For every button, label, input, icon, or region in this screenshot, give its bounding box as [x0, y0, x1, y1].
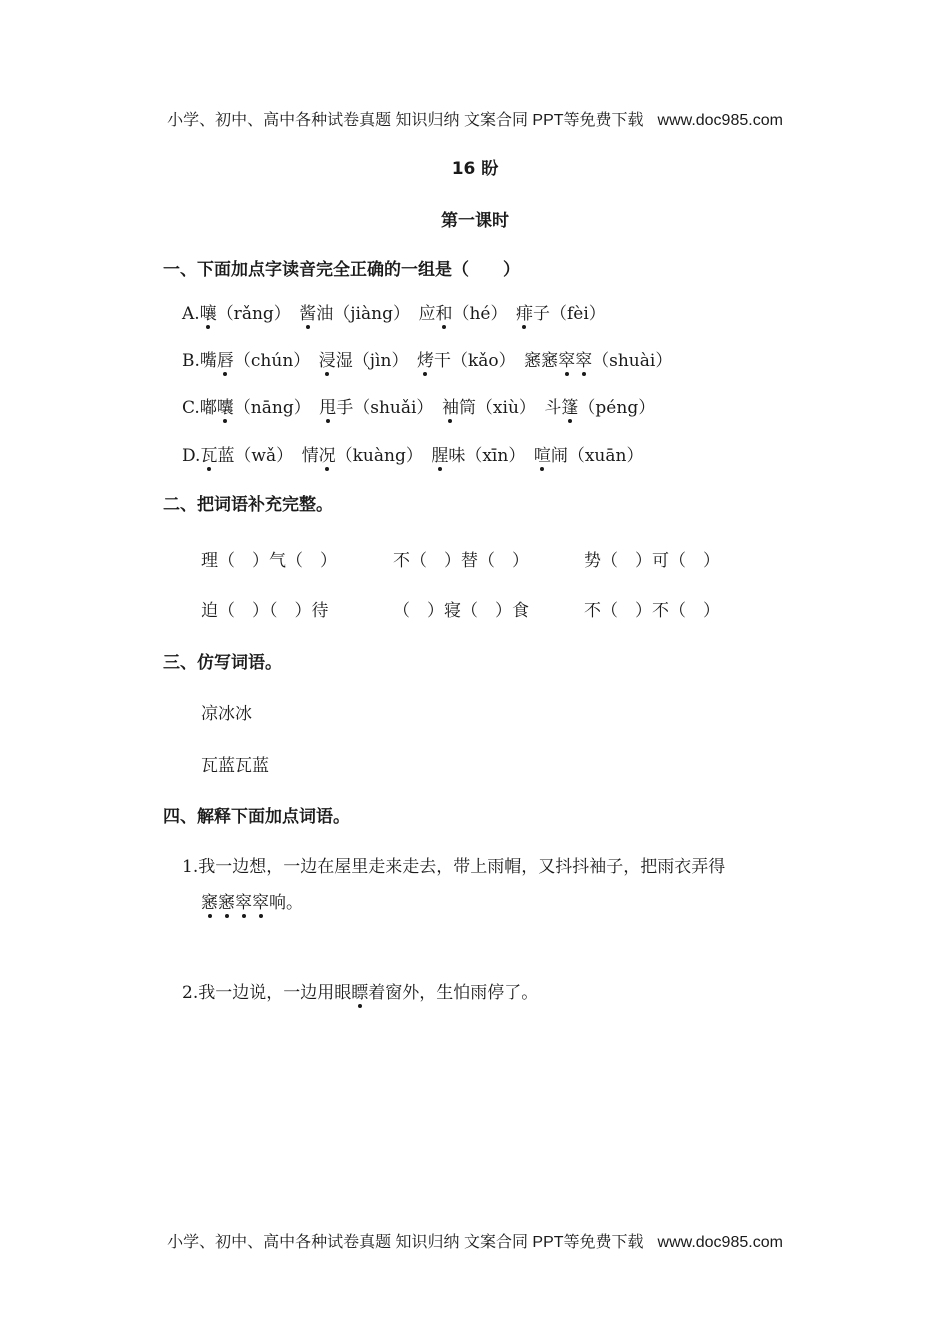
dotted-char: 喧 [534, 441, 551, 466]
option-a: A.嚷（rǎng） 酱油（jiàng） 应和（hé） 痱子（fèi） [182, 299, 606, 324]
fill-blank-word: 不（ ）替（ ） [393, 551, 529, 571]
dotted-char: 况 [319, 441, 336, 466]
footer-url[interactable]: www.doc985.com [657, 1234, 783, 1251]
imitate-word-example: 凉冰冰 [201, 704, 252, 724]
dotted-char: 唇 [217, 346, 234, 371]
fill-blank-word: 迫（ ）（ ）待 [201, 601, 329, 621]
dotted-char: 窸 [218, 888, 235, 913]
fill-blank-word: 理（ ）气（ ） [201, 551, 337, 571]
section4-heading: 四、解释下面加点词语。 [163, 807, 350, 827]
header-url[interactable]: www.doc985.com [657, 112, 783, 129]
dotted-char: 浸 [319, 346, 336, 371]
question-1-line2: 窸窸窣窣响。 [201, 888, 303, 913]
page-header [0, 107, 950, 130]
section2-heading: 二、把词语补充完整。 [163, 495, 333, 515]
fill-blank-word: 不（ ）不（ ） [584, 601, 720, 621]
dotted-char: 袖 [442, 393, 459, 418]
dotted-char: 甩 [319, 393, 336, 418]
page-footer [0, 1229, 950, 1252]
dotted-char: 腥 [431, 441, 448, 466]
dotted-char: 嚷 [200, 299, 217, 324]
dotted-char: 窣 [558, 346, 575, 371]
dotted-char: 篷 [561, 393, 578, 418]
lesson-subtitle: 第一课时 [441, 211, 509, 231]
dotted-char: 窣 [575, 346, 592, 371]
section1-heading: 一、下面加点字读音完全正确的一组是（ ） [163, 260, 520, 280]
dotted-char: 窣 [252, 888, 269, 913]
dotted-char: 烤 [417, 346, 434, 371]
question-2: 2.我一边说，一边用眼瞟着窗外，生怕雨停了。 [182, 978, 538, 1003]
dotted-char: 瞟 [351, 978, 368, 1003]
dotted-char: 窣 [235, 888, 252, 913]
dotted-char: 痱 [516, 299, 533, 324]
dotted-char: 瓦 [200, 441, 217, 466]
lesson-title: 16 盼 [451, 159, 499, 179]
question-1-line1: 1.我一边想，一边在屋里走来走去，带上雨帽，又抖抖袖子，把雨衣弄得 [182, 857, 726, 877]
fill-blank-word: （ ）寝（ ）食 [393, 601, 529, 621]
header-text: 小学、初中、高中各种试卷真题 知识归纳 文案合同 PPT等免费下载 [167, 112, 644, 129]
dotted-char: 酱 [299, 299, 316, 324]
footer-text: 小学、初中、高中各种试卷真题 知识归纳 文案合同 PPT等免费下载 [167, 1234, 644, 1251]
imitate-word-example: 瓦蓝瓦蓝 [201, 756, 269, 776]
dotted-char: 囔 [217, 393, 234, 418]
section3-heading: 三、仿写词语。 [163, 653, 282, 673]
dotted-char: 窸 [201, 888, 218, 913]
fill-blank-word: 势（ ）可（ ） [584, 551, 720, 571]
option-b: B.嘴唇（chún） 浸湿（jìn） 烤干（kǎo） 窸窸窣窣（shuài） [182, 346, 672, 371]
dotted-char: 和 [435, 299, 452, 324]
option-d: D.瓦蓝（wǎ） 情况（kuàng） 腥味（xīn） 喧闹（xuān） [182, 441, 643, 466]
option-c: C.嘟囔（nāng） 甩手（shuǎi） 袖筒（xiù） 斗篷（péng） [182, 393, 655, 418]
